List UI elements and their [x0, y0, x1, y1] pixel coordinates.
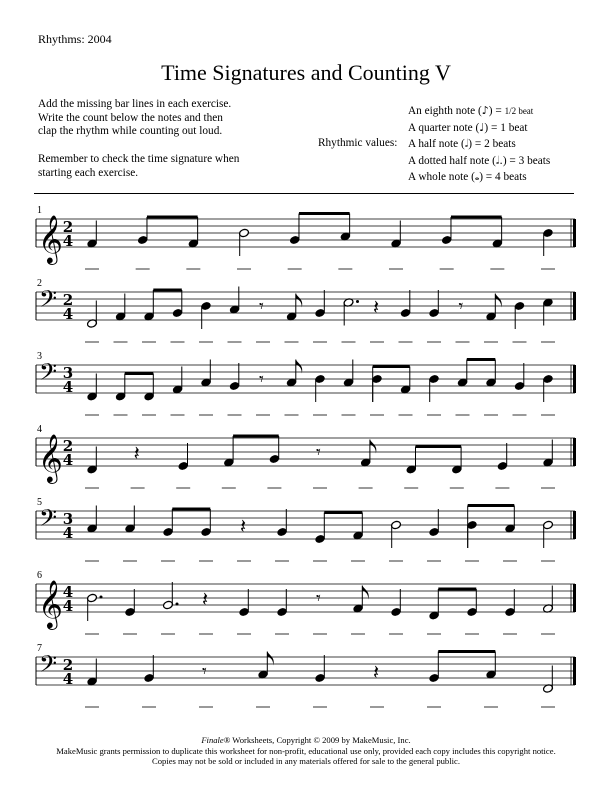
eighth-rest-icon: 𝄾 [259, 369, 264, 390]
final-barline-thick [573, 365, 576, 393]
exercise-number: 1 [37, 205, 42, 216]
treble-clef-icon: 𝄞 [38, 214, 63, 263]
rhythmic-value-beats: 1 beat [500, 121, 528, 134]
exercise-7 [36, 643, 576, 707]
instruction-line: Add the missing bar lines in each exercise. [38, 98, 232, 110]
rhythmic-value-name: A quarter note ( [408, 121, 480, 134]
exercise-5 [36, 497, 576, 561]
exercise-number: 3 [37, 351, 42, 362]
quarter-rest-icon: 𝄽 [373, 295, 380, 319]
eighth-flag-icon [495, 294, 501, 308]
quarter-rest-icon: 𝄽 [240, 514, 247, 538]
rhythmic-value-name: A whole note ( [408, 171, 475, 183]
time-signature-bottom: 4 [62, 524, 74, 542]
note-glyph-icon: 𝅗𝅥 [464, 137, 469, 150]
instruction-line: Write the count below the notes and then [38, 111, 223, 124]
eighth-rest-icon: 𝄾 [202, 661, 207, 682]
eighth-rest-icon: 𝄾 [458, 296, 464, 317]
time-signature-top: 2 [62, 437, 74, 455]
note-glyph-icon: 𝅗𝅥. [495, 153, 503, 167]
treble-clef-icon: 𝄞 [38, 433, 63, 482]
eighth-flag-icon [296, 294, 302, 308]
rhythmic-value-beats: 3 beats [518, 154, 551, 167]
exercise-3 [36, 351, 576, 415]
eighth-flag-icon [267, 652, 273, 666]
eighth-rest-icon: 𝄾 [316, 588, 321, 609]
time-signature-bottom: 4 [62, 451, 74, 469]
bass-clef-icon: 𝄢 [39, 285, 58, 318]
final-barline-thick [573, 584, 576, 612]
rhythmic-value-equals: ) = [488, 105, 505, 117]
quarter-rest-icon: 𝄽 [373, 660, 380, 684]
time-signature-top: 3 [62, 510, 74, 528]
time-signature-top: 3 [62, 364, 74, 382]
copyright-footer [0, 735, 612, 767]
rhythmic-value-name: A dotted half note ( [408, 154, 496, 167]
augmentation-dot [100, 596, 103, 599]
footer-line: MakeMusic grants permission to duplicate this worksheet for non-profit, educational use only, provided each copy includes this copyright notice. [56, 745, 556, 756]
time-signature-top: 2 [62, 656, 74, 674]
worksheet-series-label: Rhythms: 2004 [38, 32, 112, 46]
reminder-line: Remember to check the time signature when [38, 153, 240, 165]
note-glyph-icon: 𝅝 [474, 170, 480, 183]
page-title: Time Signatures and Counting V [161, 60, 451, 85]
final-barline-thick [573, 292, 576, 320]
treble-clef-icon: 𝄞 [38, 579, 63, 628]
rhythmic-value-equals: ) = [484, 121, 501, 134]
time-signature-bottom: 4 [62, 232, 74, 250]
bass-clef-icon: 𝄢 [39, 650, 58, 683]
note-glyph-icon: ♪ [481, 104, 489, 117]
augmentation-dot [176, 603, 179, 606]
reminder-line: starting each exercise. [38, 166, 139, 179]
footer-brand: Finale [201, 735, 224, 745]
final-barline-thick [573, 438, 576, 466]
bass-clef-icon: 𝄢 [39, 504, 58, 537]
rhythmic-value-name: A half note ( [408, 138, 465, 150]
footer-line: Copies may not be sold or included in any materials offered for sale to the general public. [152, 756, 460, 766]
exercise-2 [36, 278, 576, 342]
eighth-flag-icon [370, 440, 376, 454]
exercise-number: 7 [37, 643, 42, 654]
rhythmic-values-label: Rhythmic values: [318, 137, 398, 149]
rhythmic-value-equals: ) = [479, 171, 495, 183]
rhythmic-value-equals: ) = [502, 154, 519, 167]
time-signature-top: 4 [62, 583, 74, 601]
quarter-rest-icon: 𝄽 [202, 587, 209, 611]
exercise-number: 6 [37, 570, 42, 581]
time-signature-bottom: 4 [62, 378, 74, 396]
quarter-rest-icon: 𝄽 [133, 441, 140, 465]
exercise-number: 2 [37, 278, 42, 289]
instruction-line: clap the rhythm while counting out loud. [38, 125, 223, 137]
final-barline-thick [573, 511, 576, 539]
rhythmic-value-beats: 2 beats [484, 138, 516, 150]
rhythmic-value-name: An eighth note ( [408, 105, 482, 117]
time-signature-top: 2 [62, 218, 74, 236]
exercise-6 [36, 570, 576, 634]
eighth-flag-icon [362, 586, 368, 600]
eighth-flag-icon [296, 360, 302, 374]
time-signature-bottom: 4 [62, 597, 74, 615]
time-signature-bottom: 4 [62, 305, 74, 323]
time-signature-top: 2 [62, 291, 74, 309]
eighth-rest-icon: 𝄾 [259, 296, 264, 317]
rhythmic-value-equals: ) = [468, 138, 485, 150]
footer-copyright: ® Worksheets, Copyright © 2009 by MakeMusic, Inc. [223, 735, 411, 745]
exercise-number: 4 [37, 424, 42, 435]
rhythmic-value-beats: 1/2 beat [504, 106, 534, 116]
augmentation-dot [356, 300, 359, 303]
exercise-1 [36, 205, 576, 269]
exercise-number: 5 [37, 497, 42, 508]
time-signature-bottom: 4 [62, 670, 74, 688]
final-barline-thick [573, 219, 576, 247]
exercise-4 [36, 424, 576, 488]
rhythmic-value-beats: 4 beats [495, 171, 527, 183]
note-glyph-icon: ♩ [479, 120, 485, 134]
footer-line [0, 735, 612, 746]
bass-clef-icon: 𝄢 [39, 358, 58, 391]
eighth-rest-icon: 𝄾 [316, 442, 321, 463]
final-barline-thick [573, 657, 576, 685]
